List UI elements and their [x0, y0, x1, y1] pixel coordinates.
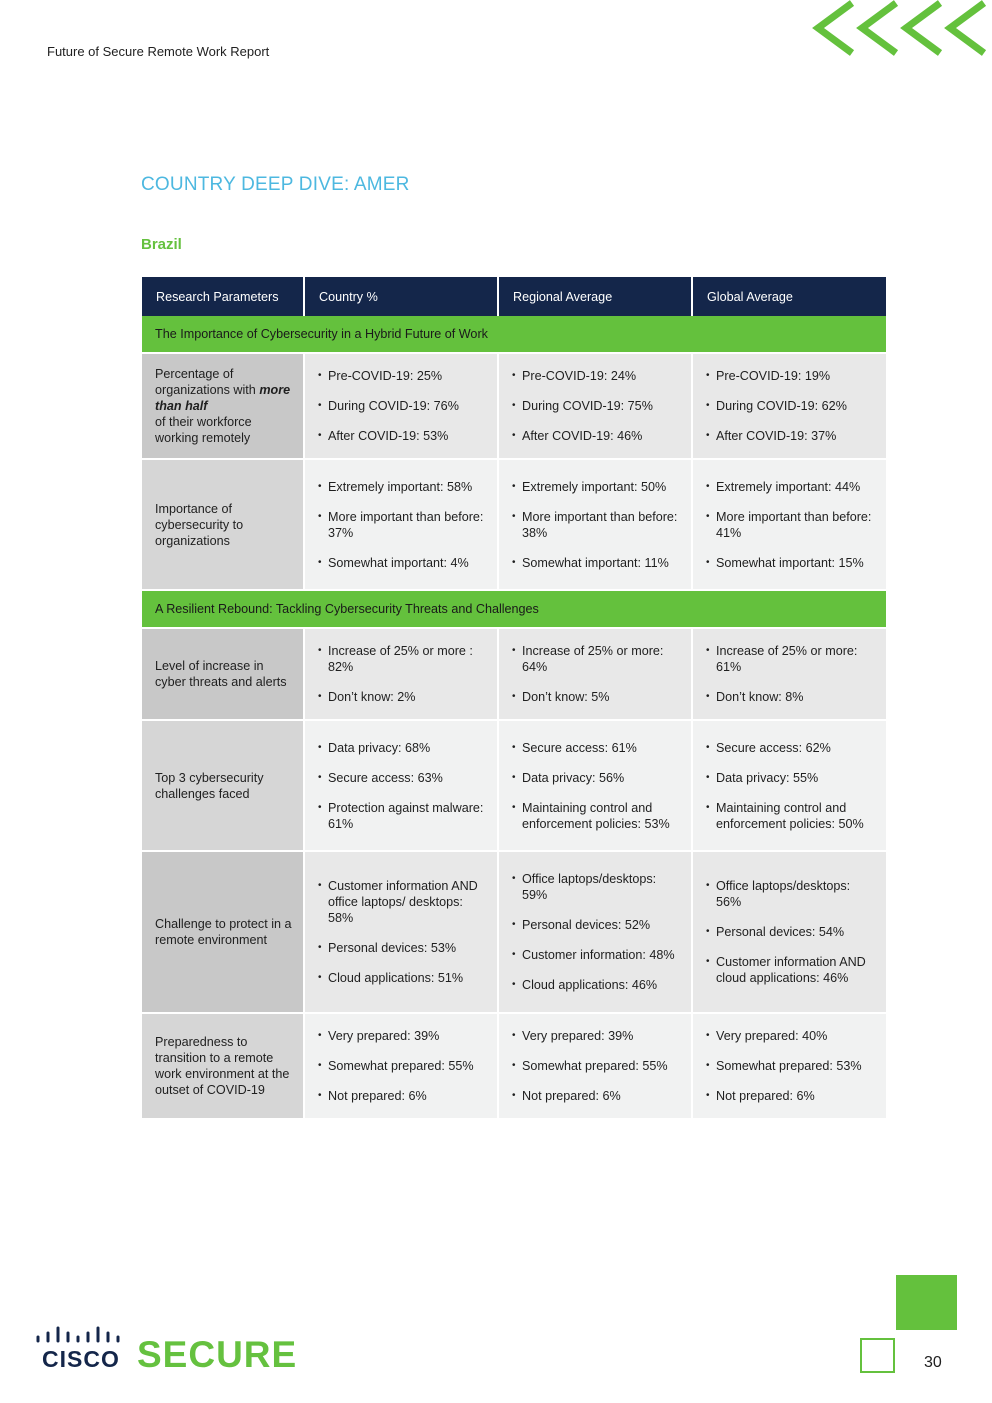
section-band: [142, 316, 886, 353]
list-item: • Not prepared: 6%: [706, 1088, 878, 1104]
list-item: • Pre-COVID-19: 25%: [318, 368, 489, 384]
regional-cell: [498, 720, 692, 851]
list-item: • Cloud applications: 51%: [318, 970, 489, 986]
decorative-square: [896, 1275, 957, 1330]
list-item: • During COVID-19: 76%: [318, 398, 489, 414]
table-header-row: [142, 277, 886, 316]
secure-wordmark: SECURE: [137, 1334, 298, 1375]
list-item: • Personal devices: 52%: [512, 917, 683, 933]
list-item: • Personal devices: 54%: [706, 924, 878, 940]
section-band-label: A Resilient Rebound: Tackling Cybersecurity Threats and Challenges: [142, 590, 886, 628]
column-header: Country %: [304, 277, 498, 316]
list-item: • Customer information AND office laptops/ desktops: 58%: [318, 878, 489, 926]
list-item: • Pre-COVID-19: 19%: [706, 368, 878, 384]
table-row: [142, 720, 886, 851]
country-cell: [304, 628, 498, 720]
list-item: • Secure access: 62%: [706, 740, 878, 756]
column-header: Global Average: [692, 277, 886, 316]
parameter-text: of their workforce working remotely: [155, 415, 252, 445]
global-cell: [692, 720, 886, 851]
list-item: • Extremely important: 50%: [512, 479, 683, 495]
list-item: • Office laptops/desktops: 59%: [512, 871, 683, 903]
list-item: • After COVID-19: 37%: [706, 428, 878, 444]
list-item: • Somewhat prepared: 55%: [512, 1058, 683, 1074]
list-item: • Not prepared: 6%: [512, 1088, 683, 1104]
list-item: • Very prepared: 39%: [512, 1028, 683, 1044]
table-row: [142, 353, 886, 459]
list-item: • Data privacy: 55%: [706, 770, 878, 786]
list-item: • Personal devices: 53%: [318, 940, 489, 956]
table-row: [142, 628, 886, 720]
list-item: • After COVID-19: 53%: [318, 428, 489, 444]
parameter-cell: Preparedness to transition to a remote work environment at the outset of COVID-19: [142, 1013, 304, 1119]
section-band: [142, 590, 886, 628]
global-cell: [692, 1013, 886, 1119]
table-row: [142, 851, 886, 1013]
list-item: • Somewhat important: 15%: [706, 555, 878, 571]
cisco-secure-logo: [36, 1326, 296, 1376]
list-item: • Don’t know: 8%: [706, 689, 878, 705]
global-cell: [692, 851, 886, 1013]
list-item: • Increase of 25% or more: 61%: [706, 643, 878, 675]
country-cell: [304, 459, 498, 590]
list-item: • Data privacy: 56%: [512, 770, 683, 786]
comparison-table: [142, 277, 886, 1120]
list-item: • Increase of 25% or more : 82%: [318, 643, 489, 675]
list-item: • Office laptops/desktops: 56%: [706, 878, 878, 910]
list-item: • Not prepared: 6%: [318, 1088, 489, 1104]
page-number: 30: [924, 1354, 942, 1371]
global-cell: [692, 353, 886, 459]
regional-cell: [498, 851, 692, 1013]
regional-cell: [498, 353, 692, 459]
list-item: • Customer information AND cloud applications: 46%: [706, 954, 878, 986]
column-header: Research Parameters: [142, 277, 304, 316]
list-item: • More important than before: 41%: [706, 509, 878, 541]
parameter-cell: Importance of cybersecurity to organizations: [142, 459, 304, 590]
global-cell: [692, 459, 886, 590]
list-item: • After COVID-19: 46%: [512, 428, 683, 444]
country-cell: [304, 851, 498, 1013]
column-header: Regional Average: [498, 277, 692, 316]
section-band-label: The Importance of Cybersecurity in a Hybrid Future of Work: [142, 316, 886, 353]
parameter-cell: Level of increase in cyber threats and alerts: [142, 628, 304, 720]
regional-cell: [498, 459, 692, 590]
country-cell: [304, 353, 498, 459]
list-item: • Don’t know: 2%: [318, 689, 489, 705]
cisco-logo-icon: [36, 1326, 120, 1346]
report-title: Future of Secure Remote Work Report: [47, 44, 270, 59]
list-item: • Pre-COVID-19: 24%: [512, 368, 683, 384]
list-item: • Secure access: 61%: [512, 740, 683, 756]
list-item: • Maintaining control and enforcement policies: 53%: [512, 800, 683, 832]
parameter-cell: Top 3 cybersecurity challenges faced: [142, 720, 304, 851]
regional-cell: [498, 1013, 692, 1119]
list-item: • Somewhat important: 4%: [318, 555, 489, 571]
table-row: [142, 1013, 886, 1119]
list-item: • During COVID-19: 62%: [706, 398, 878, 414]
list-item: • Customer information: 48%: [512, 947, 683, 963]
list-item: • Somewhat important: 11%: [512, 555, 683, 571]
list-item: • Increase of 25% or more: 64%: [512, 643, 683, 675]
list-item: • Data privacy: 68%: [318, 740, 489, 756]
list-item: • Maintaining control and enforcement policies: 50%: [706, 800, 878, 832]
parameter-emphasis: more than half: [155, 383, 291, 413]
list-item: • Secure access: 63%: [318, 770, 489, 786]
list-item: • Don’t know: 5%: [512, 689, 683, 705]
list-item: • Somewhat prepared: 53%: [706, 1058, 878, 1074]
parameter-cell: [142, 353, 304, 459]
list-item: • Very prepared: 39%: [318, 1028, 489, 1044]
country-cell: [304, 720, 498, 851]
list-item: • More important than before: 38%: [512, 509, 683, 541]
country-name: Brazil: [141, 236, 182, 253]
regional-cell: [498, 628, 692, 720]
list-item: • Protection against malware: 61%: [318, 800, 489, 832]
country-cell: [304, 1013, 498, 1119]
list-item: • Extremely important: 58%: [318, 479, 489, 495]
list-item: • During COVID-19: 75%: [512, 398, 683, 414]
global-cell: [692, 628, 886, 720]
parameter-text: Percentage of organizations with: [155, 367, 256, 397]
list-item: • Very prepared: 40%: [706, 1028, 878, 1044]
list-item: • Extremely important: 44%: [706, 479, 878, 495]
list-item: • Cloud applications: 46%: [512, 977, 683, 993]
cisco-wordmark: CISCO: [42, 1346, 120, 1372]
list-item: • Somewhat prepared: 55%: [318, 1058, 489, 1074]
table-row: [142, 459, 886, 590]
chevron-decoration-icon: [808, 0, 992, 62]
section-heading: COUNTRY DEEP DIVE: AMER: [141, 174, 410, 195]
list-item: • More important than before: 37%: [318, 509, 489, 541]
parameter-cell: Challenge to protect in a remote environment: [142, 851, 304, 1013]
decorative-square-outline: [860, 1338, 895, 1373]
